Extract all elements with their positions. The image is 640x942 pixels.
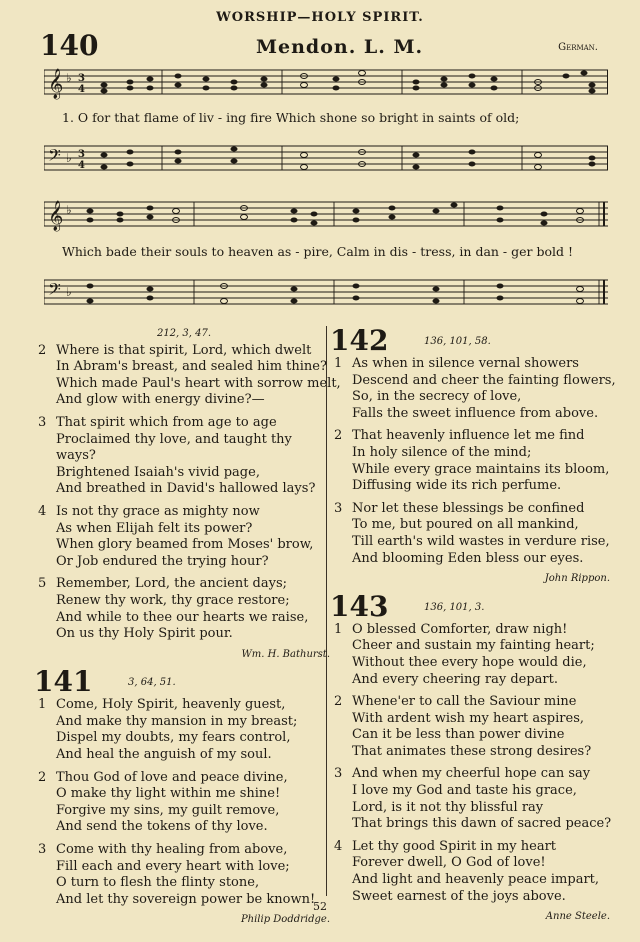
verse [334,766,610,832]
verse-number: 1 [334,621,343,637]
author-143: Anne Steele. [545,911,610,923]
verse-number: 2 [334,694,343,710]
verse-line [334,445,610,462]
verse [334,839,610,905]
verse-text: As when in silence vernal showers [352,356,579,371]
verse-number: 1 [334,356,343,371]
svg-text:♭: ♭ [66,203,72,217]
verse-line [38,714,330,731]
meter-ref: 3, 64, 51. [128,677,176,689]
verse-line [38,481,330,498]
verse-text: ways? [56,448,96,464]
verse-text: Till earth's wild wastes in verdure rise, [352,533,610,549]
verse-number: 3 [38,414,47,430]
verse-text: And when my cheerful hope can say [352,766,591,782]
verse-text: And while to thee our hearts we raise, [56,609,309,625]
verse-line [334,694,610,711]
verse-line [334,672,610,689]
verse-text: Come with thy healing from above, [56,842,288,858]
svg-text:♭: ♭ [66,285,72,299]
verse-text: Sweet earnest of the joys above. [352,888,566,904]
verse-text: O make thy light within me shine! [56,786,281,802]
verse-text: Descend and cheer the fainting flowers, [352,372,616,388]
verse-line [38,697,330,714]
verse-text: That animates these strong desires? [352,743,592,759]
svg-text:𝄞: 𝄞 [48,201,64,231]
verse-line [38,875,330,892]
verse-line [334,766,610,783]
verse-text: Let thy good Spirit in my heart [352,838,557,854]
verse-line [334,655,610,672]
right-column [330,324,616,930]
verse-text: In holy silence of the mind; [352,444,532,460]
verse-text: And make thy mansion in my breast; [56,713,298,729]
verse [334,428,610,494]
left-column [34,326,341,933]
verse-line [334,638,610,655]
verse-line [38,747,330,764]
verse-number: 5 [38,576,47,592]
verse-text: Or Job endured the trying hour? [56,553,269,569]
verse-number: 1 [38,697,47,713]
verse-line [38,842,330,859]
verse [38,576,330,642]
verse-line [334,727,610,744]
verse-text: Dispel my doubts, my fears control, [56,730,291,746]
verse-line [334,462,610,479]
verse-text: And breathed in David's hallowed lays? [56,481,316,497]
hymn-142-header [330,324,610,357]
verse-text: And glow with energy divine?— [56,392,265,408]
hymn-141-verses [38,697,330,908]
verse-line [334,872,610,889]
tune-name: Mendon. L. M. [256,36,424,58]
verse-line [38,504,330,521]
verse-line [38,521,330,538]
verse-line [38,375,341,393]
verse-line [334,816,610,833]
author-141: Philip Doddridge. [240,914,330,926]
verse-text: And every cheering ray depart. [352,671,558,687]
verse-number: 3 [38,842,47,858]
verse-text: In Abram's breast, and sealed him thine? [56,359,327,375]
verse [38,697,330,763]
verse-line [38,343,330,360]
hymn-141-header [34,665,330,699]
verse-text: To me, but poured on all mankind, [352,517,579,533]
verse-text: Cheer and sustain my fainting heart; [352,638,595,654]
verse-text: Fill each and every heart with love; [56,858,290,874]
verse-line [38,432,330,449]
verse-text: Lord, is it not thy blissful ray [352,799,544,815]
verse-text: While every grace maintains its bloom, [352,461,610,477]
verse-line [334,551,610,568]
music-staff-bass-2 [44,274,608,308]
verse-text: And light and heavenly peace impart, [352,872,600,888]
verse-text: Renew thy work, thy grace restore; [56,592,290,608]
verse-line [334,428,610,445]
verse-line [38,730,330,747]
verse-line [334,839,610,856]
verse-number: 2 [38,769,47,785]
hymn-number: 143 [330,589,389,623]
verse [38,342,341,409]
verse-text: Proclaimed thy love, and taught thy [56,431,292,447]
verse-line [38,593,330,610]
verse [334,356,616,422]
verse-text: Forever dwell, O God of love! [352,855,546,871]
verse-text: Where is that spirit, Lord, which dwelt [56,342,312,358]
verse-text: Falls the sweet influence from above. [352,405,599,421]
verse [334,622,610,688]
svg-text:♭: ♭ [66,71,72,85]
author-142: John Rippon. [544,573,610,585]
hymn-number: 142 [330,324,389,357]
meter-ref: 136, 101, 58. [424,336,491,347]
verse-line [38,770,330,787]
verse-line [38,465,330,482]
verse [38,842,330,908]
svg-text:4: 4 [78,160,85,171]
verse-line [38,448,330,465]
svg-text:𝄢: 𝄢 [48,279,61,303]
music-staff-treble-2 [44,196,608,230]
verse-line [38,819,330,836]
verse-text: That heavenly influence let me find [352,428,585,444]
staff-lyric-line-2: Which bade their souls to heaven as - pire, Calm in dis - tress, in dan - ger bold ! [62,244,573,259]
verse-text: On us thy Holy Spirit pour. [56,626,233,642]
svg-text:♭: ♭ [66,151,72,165]
verse-text: Can it be less than power divine [352,727,565,743]
svg-text:3: 3 [78,73,85,84]
verse-text: With ardent wish my heart aspires, [352,710,584,726]
verse-line [38,803,330,820]
verse-text: O turn to flesh the flinty stone, [56,875,260,891]
page-number: 52 [313,900,327,913]
tune-origin: German. [558,42,598,53]
verse-text: Forgive my sins, my guilt remove, [56,802,280,818]
verse-number: 2 [38,342,47,358]
verse-line [38,392,330,409]
hymn-number: 141 [34,665,93,699]
verse-line [334,517,610,534]
tune-hymn-number: 140 [40,29,99,62]
verse-line [334,855,610,872]
svg-text:3: 3 [78,149,85,160]
verse-line [334,501,610,518]
verse-text: That brings this dawn of sacred peace? [352,816,612,832]
author-140: Wm. H. Bathurst. [241,648,330,660]
verse-line [334,744,610,761]
verse-line [334,711,610,728]
verse [38,415,330,498]
verse-text: Whene'er to call the Saviour mine [352,694,577,710]
verse-text: And send the tokens of thy love. [56,819,268,835]
verse-text: Come, Holy Spirit, heavenly guest, [56,697,286,713]
verse [334,694,610,760]
verse-number: 4 [334,838,343,854]
verse [38,770,330,836]
verse-text: As when Elijah felt its power? [56,520,253,536]
verse-text: Nor let these blessings be confined [352,500,585,516]
verse-line [334,622,610,639]
svg-text:4: 4 [78,84,85,95]
verse-text: And heal the anguish of my soul. [56,747,272,763]
verse-text: Brightened Isaiah's vivid page, [56,464,260,480]
verse-line [334,478,610,495]
verse-number: 3 [334,766,343,782]
verse-number: 2 [334,428,343,444]
verse-text: That spirit which from age to age [56,414,277,430]
svg-text:𝄞: 𝄞 [48,69,64,99]
verse-text: Which made Paul's heart with sorrow melt, [56,375,341,391]
verse-line [38,554,330,571]
verse-text: And let thy sovereign power be known! [56,891,316,907]
verse-text: And blooming Eden bless our eyes. [352,550,584,566]
verse-line [334,800,610,817]
verse-text: So, in the secrecy of love, [352,389,522,405]
music-staff-bass-1 [44,140,608,174]
verse-line [334,389,610,406]
verse-text: When glory beamed from Moses' brow, [56,537,314,553]
verse-line [38,786,330,803]
music-staff-treble-1 [44,64,608,98]
verse-line [334,372,616,390]
running-head: WORSHIP—HOLY SPIRIT. [216,10,424,25]
verse-line [334,783,610,800]
verse-line [334,356,610,373]
verse [334,501,610,567]
hymn-142-verses [334,356,616,567]
verse-line [38,576,330,593]
verse-text: O blessed Comforter, draw nigh! [352,621,568,637]
verse-text: Is not thy grace as mighty now [56,503,260,519]
hymn-143-verses [334,622,610,906]
meter-ref: 212, 3, 47. [156,328,212,339]
meter-ref: 136, 101, 3. [424,601,485,613]
verse-line [38,537,330,554]
verse [38,504,330,570]
verse-text: Without thee every hope would die, [352,654,587,670]
verse-line [38,415,330,432]
verse-line [38,859,330,876]
verse-number: 3 [334,500,343,516]
verse-text: Thou God of love and peace divine, [56,769,288,785]
svg-text:𝄢: 𝄢 [48,145,61,169]
verse-text: I love my God and taste his grace, [352,783,577,799]
verse-line [38,626,330,643]
staff-lyric-line-1: 1. O for that flame of liv - ing fire Which shone so bright in saints of old; [62,110,520,125]
verse-line [38,359,330,376]
hymn-143-header [330,589,610,623]
verse-number: 4 [38,503,47,519]
hymn-140-verses [38,342,341,643]
verse-line [38,610,330,627]
verse-text: Remember, Lord, the ancient days; [56,576,288,592]
verse-line [334,534,610,551]
verse-line [334,406,610,423]
verse-text: Diffusing wide its rich perfume. [352,478,562,494]
